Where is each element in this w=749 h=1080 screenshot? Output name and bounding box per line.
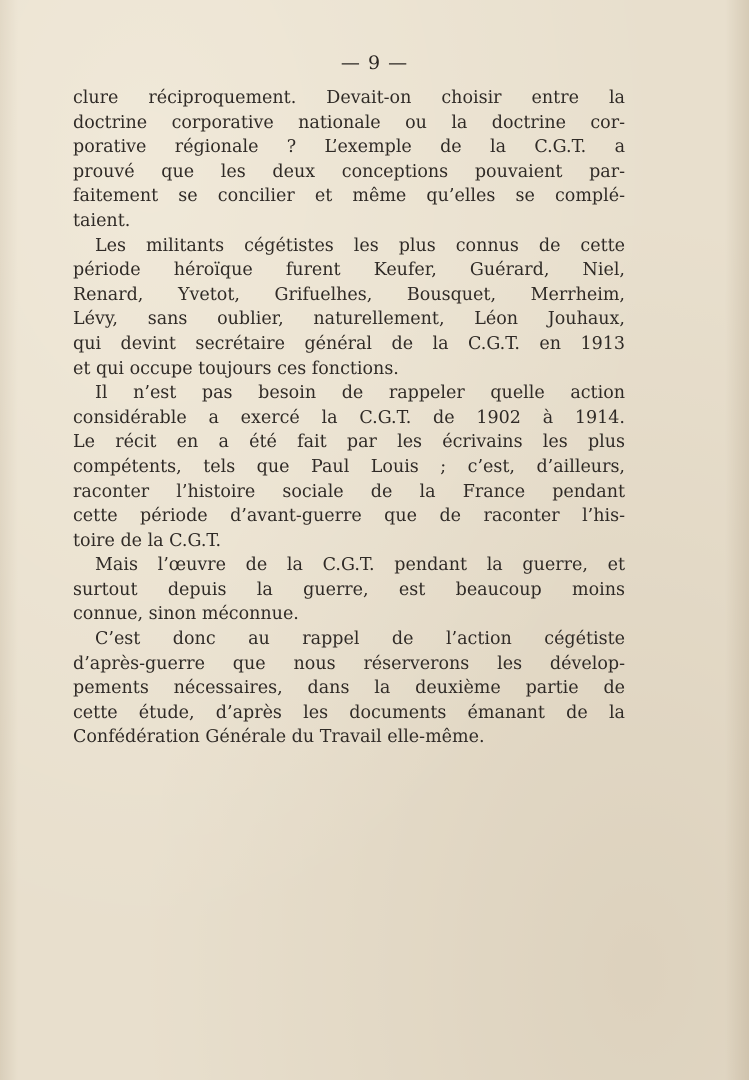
body-text [73, 86, 625, 750]
text-line: C’est donc au rappel de l’action cégétiste [95, 629, 625, 650]
text-line: surtout depuis la guerre, est beaucoup moins [73, 579, 625, 600]
text-line: Confédération Générale du Travail elle-même. [73, 727, 485, 748]
text-line: cette étude, d’après les documents émanant de la [73, 702, 625, 723]
text-line: période héroïque furent Keufer, Guérard, Niel, [73, 260, 625, 281]
text-line: raconter l’histoire sociale de la France pendant [73, 481, 625, 502]
text-line: Renard, Yvetot, Grifuelhes, Bousquet, Merrheim, [73, 284, 625, 305]
text-line: pements nécessaires, dans la deuxième partie de [73, 678, 625, 699]
text-line: Le récit en a été fait par les écrivains les plus [73, 432, 625, 453]
text-line: cette période d’avant-guerre que de raconter l’his- [73, 506, 625, 527]
text-line: Lévy, sans oublier, naturellement, Léon Jouhaux, [73, 309, 625, 330]
text-line: compétents, tels que Paul Louis ; c’est, d’ailleurs, [73, 456, 625, 477]
text-line: connue, sinon méconnue. [73, 604, 299, 625]
page-number: — 9 — [340, 52, 409, 74]
text-line: d’après-guerre que nous réserverons les dévelop- [73, 653, 625, 674]
text-line: et qui occupe toujours ces fonctions. [73, 358, 399, 379]
text-line: toire de la C.G.T. [73, 530, 222, 551]
text-line: considérable a exercé la C.G.T. de 1902 à 1914. [73, 407, 625, 428]
text-line: Les militants cégétistes les plus connus de cette [95, 235, 625, 256]
text-line: clure réciproquement. Devait-on choisir entre la [73, 88, 625, 108]
text-line: Il n’est pas besoin de rappeler quelle action [95, 383, 625, 404]
text-line: prouvé que les deux conceptions pouvaient par- [73, 161, 625, 182]
text-line: taient. [73, 210, 131, 231]
text-line: qui devint secrétaire général de la C.G.T. en 1913 [73, 333, 625, 354]
text-line: porative régionale ? L’exemple de la C.G.T. a [73, 137, 625, 158]
text-line: faitement se concilier et même qu’elles se complé- [73, 186, 625, 207]
text-line: Mais l’œuvre de la C.G.T. pendant la guerre, et [95, 555, 625, 576]
text-line: doctrine corporative nationale ou la doctrine cor- [73, 112, 625, 133]
